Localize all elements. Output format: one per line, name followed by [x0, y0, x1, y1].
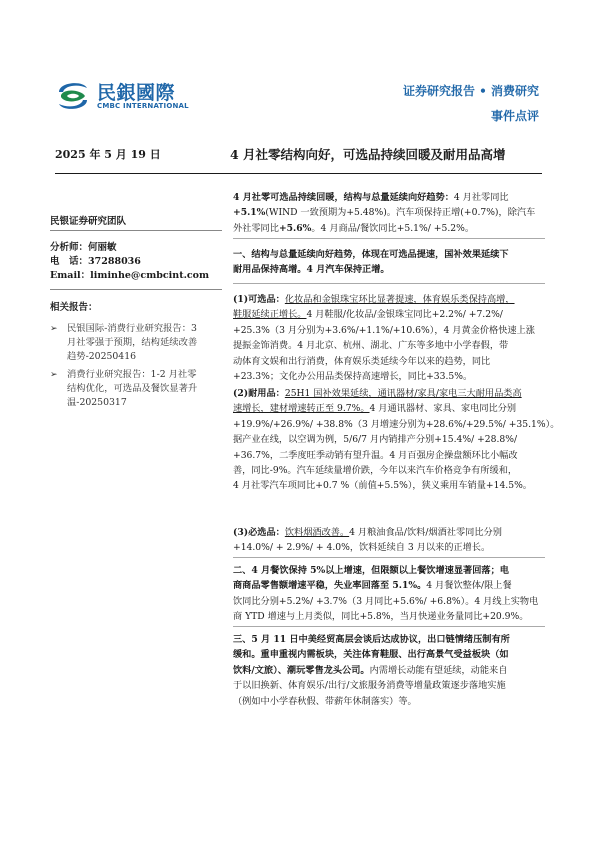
summary-paragraph	[233, 190, 545, 236]
logo-english-name: CMBC INTERNATIONAL	[97, 102, 189, 110]
text-run: 善，同比-9%。汽车延续量增价跌，今年以来汽车价格竞争有所缓和，	[233, 465, 518, 477]
report-subtype: 事件点评	[490, 109, 539, 123]
text-run: (WIND 一致预期为+5.48%)。汽车项保持正增(+0.7%)，除汽车	[265, 207, 536, 219]
text-run: 4 月餐饮整体/限上餐	[426, 580, 512, 592]
text-run: 二、4 月餐饮保持 5%以上增速，但限额以上餐饮增速显著回落；电	[233, 565, 509, 576]
analyst-name: 何丽敏	[88, 242, 117, 253]
text-run: 商商品零售额增速平稳，失业率回落至 5.1%。	[233, 580, 427, 592]
text-run: +19.9%/+26.9%/ +38.8%（3 月增速分别为+28.6%/+29.5%/ +35.1%）。	[233, 418, 560, 430]
text-line	[233, 694, 545, 709]
text-run: 25H1 国补效果延续，通讯器材/家具/家电三大耐用品类高	[284, 388, 522, 399]
text-line	[233, 354, 545, 369]
phone-row	[50, 255, 222, 269]
section-divider	[233, 238, 545, 239]
related-report-line: 民银国际-消费行业研究报告：3	[67, 323, 197, 334]
text-run: 于以旧换新、体育娱乐/出行/文旅服务消费等增量政策逐步落地实施	[233, 680, 506, 692]
related-report-text	[67, 368, 225, 410]
text-line	[233, 594, 545, 609]
text-run: 4 月社零汽车项同比+0.7 %（前值+5.5%），狭义乘用车销量+14.5%。	[233, 480, 532, 492]
text-run: 化妆品和金银珠宝环比显著提速，体育娱乐类保持高增，	[284, 294, 515, 305]
text-line	[233, 478, 545, 493]
phone-label: 电 话：	[50, 256, 89, 267]
text-line	[233, 369, 545, 384]
text-line	[233, 338, 545, 353]
text-line	[233, 647, 545, 662]
text-run: +25.3%（3 月分别为+3.6%/+1.1%/+10.6%），4 月黄金价格快速上涨	[233, 324, 535, 336]
text-run: 饮同比分别+5.2%/ +3.7%（3 月同比+5.6%/ +6.8%）。4 月线上实物电	[233, 595, 539, 607]
section-divider	[233, 626, 545, 627]
durable-goods-paragraph	[233, 386, 560, 494]
text-run: 饮料烟酒改善。	[284, 527, 350, 538]
text-line	[233, 386, 545, 401]
sidebar-divider	[50, 230, 222, 231]
report-type: 证券研究报告 • 消费研究	[402, 84, 539, 98]
text-line	[233, 292, 545, 307]
text-line	[233, 525, 545, 540]
related-report-item[interactable]	[50, 368, 228, 412]
text-run: 4 月社零可选品持续回暖，结构与总量延续向好趋势：	[233, 192, 454, 203]
text-run: (1)可选品：	[233, 294, 285, 305]
title-divider	[55, 173, 542, 174]
cmbc-logo-icon	[55, 78, 91, 114]
phone-number: 37288036	[88, 256, 141, 267]
section-divider	[233, 283, 545, 284]
section1-heading	[233, 247, 545, 278]
text-line	[233, 205, 545, 220]
text-line	[233, 563, 545, 578]
related-report-line: 趋势-20250416	[67, 351, 137, 362]
text-run: 4 月粮油食品/饮料/烟酒社零同比分别	[349, 527, 502, 538]
text-line	[233, 190, 545, 205]
text-run: (2)耐用品：	[233, 388, 285, 399]
text-run: +23.3%；文化办公用品类保持高速增长，同比+33.5%。	[233, 371, 473, 383]
text-line	[233, 609, 545, 624]
text-run: 三、5 月 11 日中美经贸高层会谈后达成协议，出口链情绪压制有所	[233, 634, 510, 645]
related-report-line: 消费行业研究报告：1-2 月社零	[67, 369, 197, 380]
logo-chinese-name: 民銀國際	[97, 82, 176, 104]
text-run: 4 月社零同比	[453, 192, 509, 203]
text-run: (3)必选品：	[233, 527, 285, 538]
text-run: 外社零同比	[233, 222, 279, 234]
text-line	[233, 540, 545, 555]
report-title: 4 月社零结构向好，可选品持续回暖及耐用品高增	[230, 147, 506, 162]
text-line	[233, 678, 545, 693]
section1-heading-line: 一、结构与总量延续向好趋势，体现在可选品提速，国补效果延续下	[233, 249, 509, 260]
text-run: +14.0%/ + 2.9%/ + 4.0%，饮料延续自 3 月以来的正增长。	[233, 542, 491, 554]
optional-goods-paragraph	[233, 292, 545, 384]
text-run: 鞋服延续正增长。	[233, 309, 307, 321]
related-report-line: 月社零强于预期，结构延续改善	[67, 337, 198, 348]
section3-paragraph	[233, 632, 545, 709]
text-run: 商 YTD 增速与上月类似，同比+5.8%，当月快递业务量同比+20.9%。	[233, 611, 529, 623]
text-run: 4 月通讯器材、家具、家电同比分别	[369, 403, 517, 415]
company-logo	[55, 76, 203, 116]
report-date: 2025 年 5 月 19 日	[55, 148, 161, 161]
section2-paragraph	[233, 563, 545, 625]
related-report-line: 温-20250317	[67, 397, 127, 408]
text-line	[233, 417, 560, 432]
related-report-item[interactable]	[50, 322, 228, 366]
text-line	[233, 448, 545, 463]
related-report-line: 结构优化，可选品及餐饮显著升	[67, 383, 198, 394]
essential-goods-paragraph	[233, 525, 545, 556]
text-line	[233, 401, 545, 416]
text-run: 动体育文娱和出行消费，体育娱乐类延续今年以来的趋势，同比	[233, 355, 491, 367]
bullet-arrow-icon: ➢	[50, 324, 58, 334]
text-line	[233, 578, 545, 593]
related-reports-heading: 相关报告：	[50, 302, 98, 313]
text-line	[233, 323, 545, 338]
related-report-text	[67, 322, 225, 364]
text-run: 速增长，建材增速转正至 9.7%。	[233, 403, 370, 415]
text-run: +5.1%	[233, 207, 266, 219]
email-row	[50, 269, 222, 283]
text-line	[233, 221, 545, 236]
text-line	[233, 307, 545, 322]
bullet-arrow-icon: ➢	[50, 370, 58, 380]
analyst-contact	[50, 241, 222, 283]
section1-heading-line: 耐用品保持高增。4 月汽车保持正增。	[233, 264, 390, 276]
email-address[interactable]: liminhe@cmbcint.com	[90, 270, 210, 281]
sidebar-divider	[50, 289, 222, 290]
text-run: 据产业在线，以空调为例，5/6/7 月内销排产分别+15.4%/ +28.8%/	[233, 434, 518, 446]
text-run: 。4 月商品/餐饮同比+5.1%/ +5.2%。	[311, 222, 475, 234]
text-run: 饮料/文旅）、潮玩零售龙头公司。	[233, 664, 370, 676]
text-run: （例如中小学春秋假、带薪年休制落实）等。	[233, 695, 417, 707]
text-line	[233, 463, 545, 478]
text-run: 缓和。重申重视内需板块，关注体育鞋服、出行高景气受益板块（如	[233, 649, 509, 661]
analyst-label: 分析师：	[50, 242, 89, 253]
section-divider	[233, 557, 545, 558]
text-run: 提振金饰消费。4 月北京、杭州、湖北、广东等多地中小学春假，带	[233, 340, 509, 352]
analyst-row	[50, 241, 222, 255]
text-line	[233, 432, 545, 447]
text-run: +36.7%，二季度旺季动销有望升温。4 月百强房企操盘额环比小幅改	[233, 449, 518, 461]
text-run: 内需增长动能有望延续，动能来自	[369, 664, 508, 676]
email-label: Email：	[50, 270, 91, 281]
text-run: 4 月鞋服/化妆品/金银珠宝同比+2.2%/ +7.2%/	[306, 309, 503, 321]
text-line	[233, 663, 545, 678]
text-line	[233, 632, 545, 647]
research-team: 民银证券研究团队	[50, 216, 127, 227]
text-run: +5.6%	[278, 222, 312, 234]
